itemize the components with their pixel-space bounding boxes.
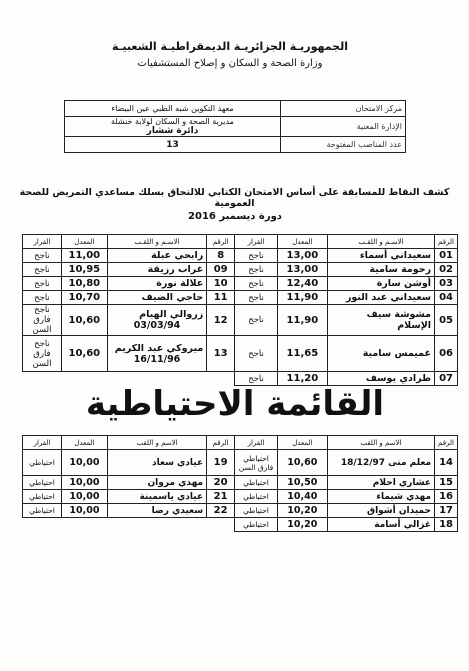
column-header: الاسم و اللقب [327,436,434,450]
birth-date: 16/11/96 [133,353,181,365]
candidate-result: ناجح [235,372,278,386]
candidate-name-cell [107,305,206,336]
info-value-line: دائرة ششار [146,126,199,136]
table-row [23,305,458,336]
candidate-score: 10,95 [61,263,107,277]
info-value: 13 [65,137,281,153]
candidate-name: غزالي أسامة [327,518,434,532]
republic-header: الجمهوريـة الجزائريـة الديمقراطيـة الشعبيـة [111,40,348,53]
session-label: دورة ديسمبر 2016 [188,211,282,222]
candidate-result: ناجح [23,249,62,263]
column-header: القرار [235,235,278,249]
row-number: 05 [435,305,458,336]
column-header: القرار [235,436,278,450]
candidate-result: ناجح [23,277,62,291]
row-number: 14 [435,450,458,476]
candidate-result: ناجح [235,277,278,291]
row-number: 18 [435,518,458,532]
candidate-name: طرادي يوسف [327,372,434,386]
candidate-name: غراب رزيقة [107,263,206,277]
birth-date: 03/03/94 [133,320,181,331]
candidate-result: ناجح [235,263,278,277]
candidate-result: احتياطي [235,504,278,518]
candidate-name: مشوشة سيف الإسلام [327,305,434,336]
candidate-name: سعيداني عبد النور [327,291,434,305]
row-number: 22 [207,504,235,518]
candidate-score: 10,70 [61,291,107,305]
candidate-result: ناجح فارق [33,338,51,359]
candidate-score: 11,65 [277,336,327,372]
result-note: السن [32,325,52,335]
candidate-result-cell [23,336,62,372]
candidate-name: سعيدي رضا [107,504,206,518]
row-number: 19 [207,450,235,476]
column-header: المعدل [277,436,327,450]
row-number: 10 [207,277,235,291]
candidate-score: 10,50 [277,476,327,490]
candidate-score: 10,80 [61,277,107,291]
table-row [23,476,458,490]
candidate-score: 13,00 [277,249,327,263]
results-table [22,234,458,386]
document-title: كشف النقاط للمسابقة على أساس الامتحان الكتابي للالتحاق بسلك مساعدي التمريض للصحة العمومية [19,187,450,209]
row-number: 07 [435,372,458,386]
info-value-line: مديرية الصحة و السكان لولاية خنشلة [111,117,234,126]
column-header: المعدل [277,235,327,249]
info-key: الإدارة المعنية [281,117,406,137]
candidate-score: 10,40 [277,490,327,504]
table-header-row [23,235,458,249]
info-row [65,137,406,153]
column-header: القرار [23,235,62,249]
candidate-result: ناجح [23,263,62,277]
birth-date: 18/12/97 [340,457,386,468]
column-header: الاسـم و اللقـب [107,235,206,249]
info-value [65,117,281,137]
candidate-result: ناجح فارق [33,305,51,325]
candidate-result-cell [23,305,62,336]
candidate-name: مهدي شيماء [327,490,434,504]
row-number: 11 [207,291,235,305]
candidate-name: أوشن سارة [327,277,434,291]
column-header: الرقم [435,436,458,450]
candidate-score: 13,00 [277,263,327,277]
row-number: 13 [207,336,235,372]
row-number: 15 [435,476,458,490]
info-key: مركز الامتحان [281,101,406,117]
candidate-result: ناجح [23,291,62,305]
candidate-score: 11,90 [277,305,327,336]
candidate-name: عيادي سعاد [107,450,206,476]
candidate-score: 10,00 [61,450,107,476]
candidate-score: 11,90 [277,291,327,305]
column-header: المعدل [61,235,107,249]
candidate-score: 11,20 [277,372,327,386]
row-number: 21 [207,490,235,504]
candidate-result: ناجح [235,336,278,372]
table-row [23,504,458,518]
column-header: المعدل [61,436,107,450]
candidate-score: 12,40 [277,277,327,291]
column-header: القرار [23,436,62,450]
empty-cell [23,518,235,532]
row-number: 17 [435,504,458,518]
candidate-name: عيادي ياسمينة [107,490,206,504]
candidate-name: مهدي مروان [107,476,206,490]
candidate-name: حميدان أشواق [327,504,434,518]
column-header: الرقم [435,235,458,249]
table-row [23,249,458,263]
info-row [65,117,406,137]
candidate-result: احتياطي [243,453,269,463]
table-row [23,263,458,277]
candidate-name: ميروكي عبد الكريم [114,342,204,354]
row-number: 20 [207,476,235,490]
table-row [23,277,458,291]
table-row [23,450,458,476]
candidate-score: 10,20 [277,518,327,532]
info-row [65,101,406,117]
candidate-name: غميمس سامية [327,336,434,372]
row-number: 02 [435,263,458,277]
candidate-name: عشاري احلام [327,476,434,490]
exam-info-table [64,100,406,153]
candidate-score: 10,00 [61,490,107,504]
table-row [23,291,458,305]
candidate-result: احتياطي [23,476,62,490]
column-header: الاسـم و اللقـب [327,235,434,249]
candidate-name-cell [107,336,206,372]
result-note: فارق السن [238,462,274,472]
candidate-name-cell [327,450,434,476]
candidate-result: احتياطي [23,450,62,476]
candidate-result: احتياطي [235,476,278,490]
candidate-score: 11,00 [61,249,107,263]
candidate-result: ناجح [235,249,278,263]
candidate-score: 10,00 [61,476,107,490]
candidate-result: احتياطي [235,490,278,504]
candidate-score: 10,60 [61,305,107,336]
row-number: 06 [435,336,458,372]
column-header: الاسم و اللقب [107,436,206,450]
candidate-name: سعيداني أسماء [327,249,434,263]
candidate-score: 10,00 [61,504,107,518]
candidate-score: 10,60 [277,450,327,476]
candidate-result: ناجح [235,291,278,305]
row-number: 04 [435,291,458,305]
column-header: الرقم [207,235,235,249]
info-value: معهد التكوين شبه الطبي عين البيضاء [65,101,281,117]
table-row [23,490,458,504]
table-row [23,518,458,532]
candidate-name: رحومة سامية [327,263,434,277]
candidate-name: رابحي عبلة [107,249,206,263]
candidate-result: احتياطي [23,504,62,518]
ministry-header: وزارة الصحة و السكان و إصلاح المستشفيات [137,58,323,69]
column-header: الرقم [207,436,235,450]
candidate-name: زروالي الهيام [139,309,204,320]
reserve-table [22,435,458,532]
candidate-name: حاجي الضيف [107,291,206,305]
candidate-score: 10,20 [277,504,327,518]
row-number: 12 [207,305,235,336]
candidate-name: علالة نورة [107,277,206,291]
row-number: 09 [207,263,235,277]
row-number: 03 [435,277,458,291]
row-number: 01 [435,249,458,263]
row-number: 16 [435,490,458,504]
row-number: 8 [207,249,235,263]
candidate-result-cell [235,450,278,476]
table-header-row [23,436,458,450]
candidate-score: 10,60 [61,336,107,372]
info-key: عدد المناصب المفتوحة [281,137,406,153]
candidate-result: ناجح [235,305,278,336]
reserve-list-title: القائمة الاحتياطية [85,384,385,424]
candidate-name: معلم منى [388,457,432,468]
table-row [23,336,458,372]
candidate-result: احتياطي [23,490,62,504]
candidate-result: احتياطي [235,518,278,532]
result-note: السن [32,358,52,369]
